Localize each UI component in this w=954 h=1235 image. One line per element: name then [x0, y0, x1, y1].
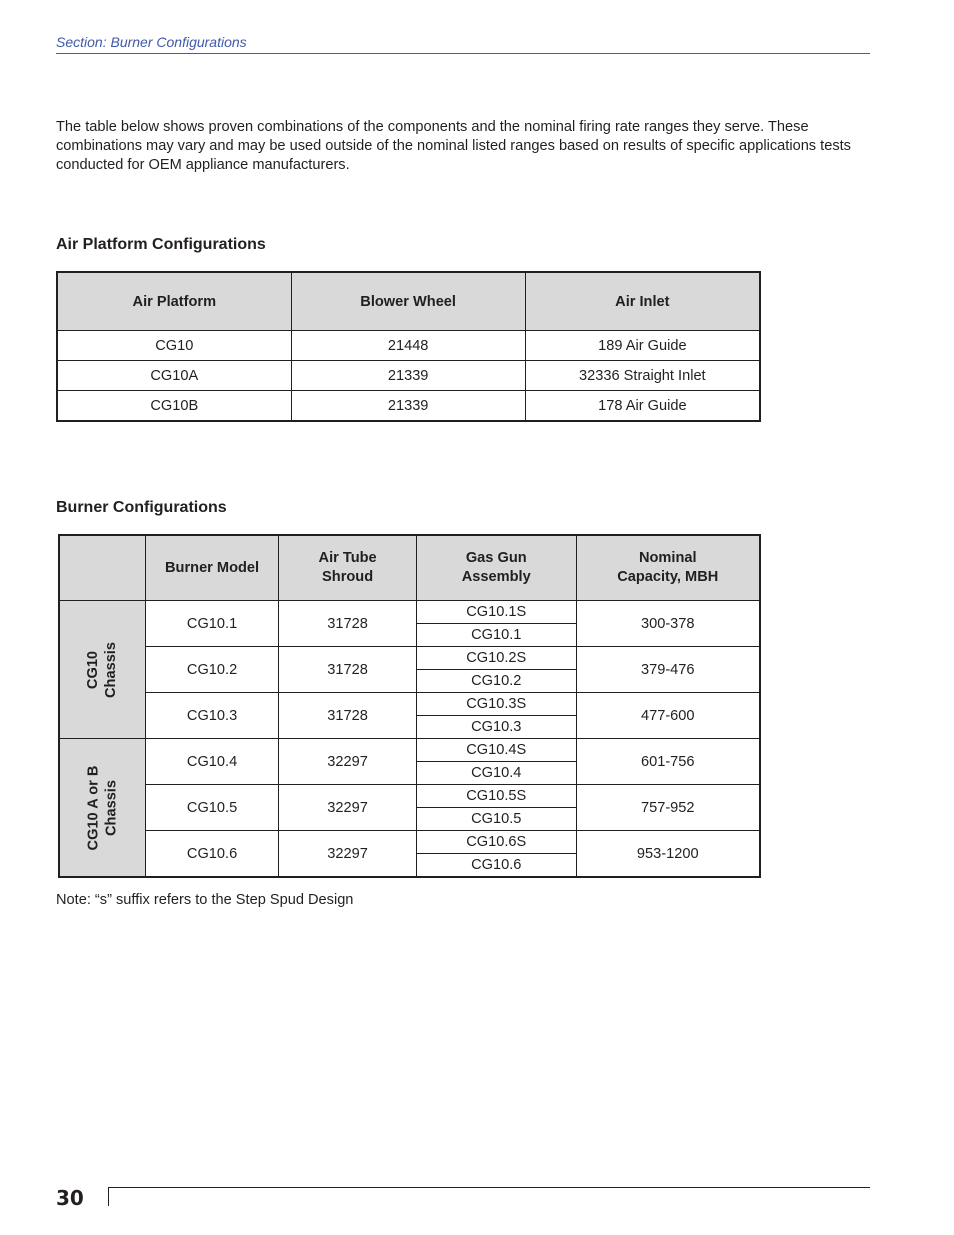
col-header-chassis	[59, 535, 145, 601]
table-row	[59, 739, 760, 762]
cell-gas-gun-step-spud: CG10.4S	[416, 739, 576, 762]
table-row	[57, 361, 760, 391]
cell-air-platform: CG10	[57, 331, 291, 361]
cell-air-inlet: 189 Air Guide	[525, 331, 760, 361]
cell-air-tube-shroud: 31728	[279, 693, 417, 739]
cell-air-tube-shroud: 31728	[279, 647, 417, 693]
table-header-row	[57, 272, 760, 331]
cell-nominal-capacity: 477-600	[576, 693, 760, 739]
cell-air-tube-shroud: 31728	[279, 601, 417, 647]
cell-blower-wheel: 21339	[291, 361, 525, 391]
cell-burner-model: CG10.3	[145, 693, 278, 739]
table-note: Note: “s” suffix refers to the Step Spud Design	[56, 892, 354, 908]
table-header-row	[59, 535, 760, 601]
cell-gas-gun: CG10.6	[416, 854, 576, 878]
page-number: 30	[56, 1186, 84, 1210]
cell-gas-gun-step-spud: CG10.2S	[416, 647, 576, 670]
air-platform-table	[56, 271, 761, 422]
cell-burner-model: CG10.5	[145, 785, 278, 831]
col-header-air-inlet: Air Inlet	[525, 272, 760, 331]
cell-air-tube-shroud: 32297	[279, 831, 417, 878]
cell-gas-gun-step-spud: CG10.1S	[416, 601, 576, 624]
col-header-burner-model: Burner Model	[145, 535, 278, 601]
col-header-air-tube-shroud: Air Tube Shroud	[279, 535, 417, 601]
cell-burner-model: CG10.2	[145, 647, 278, 693]
table-row	[59, 601, 760, 624]
cell-gas-gun-step-spud: CG10.3S	[416, 693, 576, 716]
cell-air-tube-shroud: 32297	[279, 739, 417, 785]
table-row	[57, 391, 760, 422]
cell-burner-model: CG10.4	[145, 739, 278, 785]
col-header-nominal-capacity: Nominal Capacity, MBH	[576, 535, 760, 601]
cell-nominal-capacity: 300-378	[576, 601, 760, 647]
cell-gas-gun-step-spud: CG10.6S	[416, 831, 576, 854]
cell-burner-model: CG10.6	[145, 831, 278, 878]
cell-nominal-capacity: 601-756	[576, 739, 760, 785]
table-row	[59, 785, 760, 808]
col-header-air-platform: Air Platform	[57, 272, 291, 331]
footer-tick	[108, 1187, 109, 1206]
cell-gas-gun: CG10.1	[416, 624, 576, 647]
table-row	[59, 693, 760, 716]
header-rule	[56, 53, 870, 54]
cell-blower-wheel: 21339	[291, 391, 525, 422]
cell-gas-gun: CG10.4	[416, 762, 576, 785]
table-row	[59, 831, 760, 854]
cell-air-inlet: 178 Air Guide	[525, 391, 760, 422]
section-header: Section: Burner Configurations	[56, 34, 247, 50]
cell-blower-wheel: 21448	[291, 331, 525, 361]
intro-paragraph: The table below shows proven combinations of the components and the nominal firing rate ranges they serve. These combinations may vary and may be used outside of the nominal listed ranges based on results of specific applications tests conducted for OEM appliance manufacturers.	[56, 119, 851, 173]
cell-nominal-capacity: 379-476	[576, 647, 760, 693]
table-row	[57, 331, 760, 361]
footer-rule	[108, 1187, 870, 1188]
cell-gas-gun: CG10.5	[416, 808, 576, 831]
cell-gas-gun: CG10.3	[416, 716, 576, 739]
burner-config-title: Burner Configurations	[56, 499, 227, 516]
cell-air-platform: CG10B	[57, 391, 291, 422]
cell-burner-model: CG10.1	[145, 601, 278, 647]
air-platform-title: Air Platform Configurations	[56, 236, 266, 253]
cell-gas-gun: CG10.2	[416, 670, 576, 693]
chassis-label-cg10: CG10 Chassis	[59, 601, 145, 739]
cell-gas-gun-step-spud: CG10.5S	[416, 785, 576, 808]
col-header-gas-gun-assembly: Gas Gun Assembly	[416, 535, 576, 601]
cell-air-tube-shroud: 32297	[279, 785, 417, 831]
cell-air-inlet: 32336 Straight Inlet	[525, 361, 760, 391]
col-header-blower-wheel: Blower Wheel	[291, 272, 525, 331]
cell-nominal-capacity: 757-952	[576, 785, 760, 831]
table-row	[59, 647, 760, 670]
cell-nominal-capacity: 953-1200	[576, 831, 760, 878]
chassis-label-cg10-a-or-b: CG10 A or B Chassis	[59, 739, 145, 878]
cell-air-platform: CG10A	[57, 361, 291, 391]
burner-config-table	[58, 534, 761, 878]
